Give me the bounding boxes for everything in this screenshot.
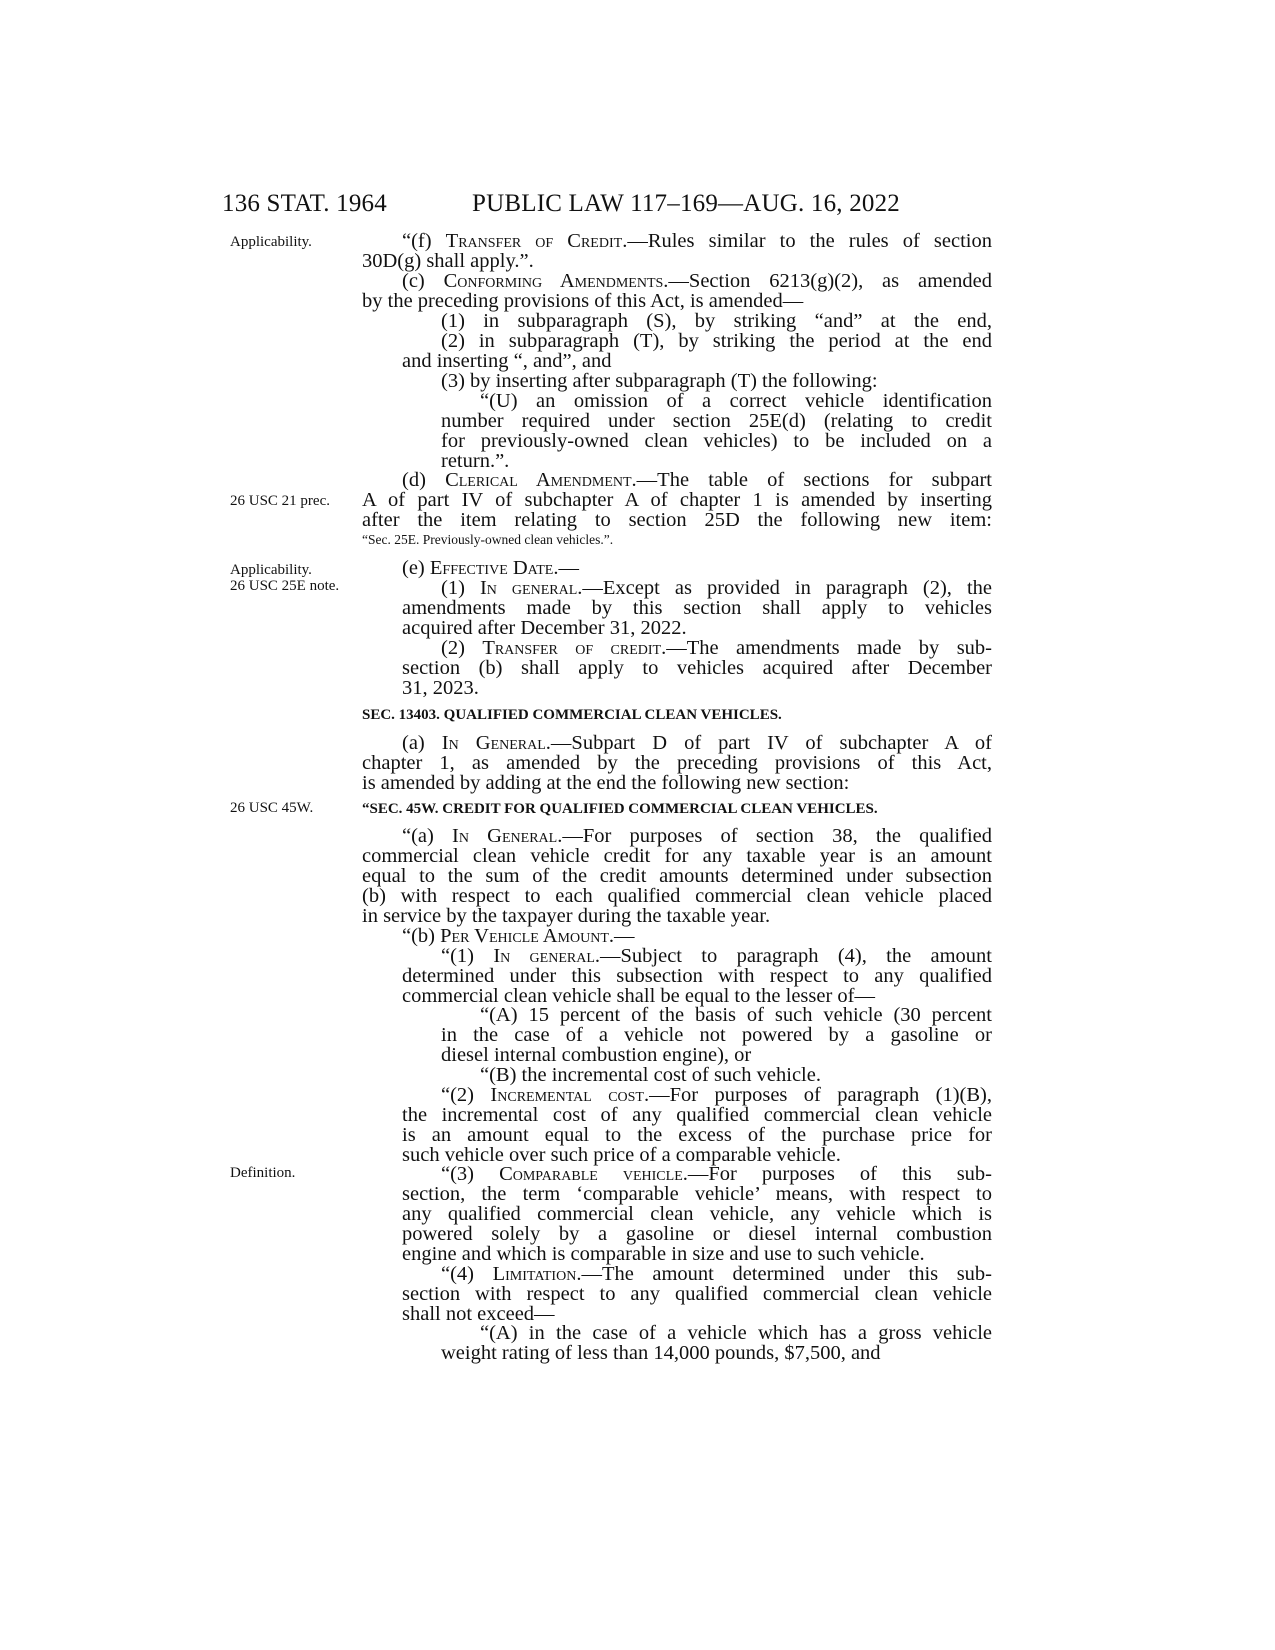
subsection-heading: Transfer of Credit [445,230,623,252]
text-line: the incremental cost of any qualified commercial clean vehicle [402,1104,992,1126]
subsection-f-heading-line [402,231,992,251]
paragraph-heading: Comparable vehicle [499,1163,683,1185]
margin-note-usc-21: 26 USC 21 prec. [230,493,330,509]
subparagraph-u-line: number required under section 25E(d) (relating to credit [441,410,992,432]
subsection-c-heading-line [402,271,992,291]
paragraph-b3-heading-line [441,1164,992,1184]
text-line: section, the term ‘comparable vehicle’ means, with respect to [402,1183,992,1205]
paragraph-text: .—The amount determined under this sub- [576,1263,992,1285]
subparagraph-b1b: “(B) the incremental cost of such vehicle. [480,1064,821,1086]
paragraph-marker: “(b) [402,925,441,947]
text-line: is an amount equal to the excess of the purchase price for [402,1124,992,1146]
subparagraph-b1a-line: in the case of a vehicle not powered by a gasoline or [441,1024,992,1046]
text-line: section with respect to any qualified commercial clean vehicle [402,1283,992,1305]
paragraph-marker: (c) [402,270,444,292]
paragraph-text: .—For purposes of paragraph (1)(B), [644,1084,993,1106]
paragraph-b2-heading-line [441,1085,992,1105]
subsection-text: .—For purposes of section 38, the qualified [557,825,992,847]
text-line: commercial clean vehicle credit for any taxable year is an amount [362,845,992,867]
paragraph-marker: “(4) [441,1263,493,1285]
paragraph-e2-heading-line [441,638,992,658]
text-line: such vehicle over such price of a comparable vehicle. [402,1144,841,1166]
paragraph-marker: “(a) [402,825,453,847]
paragraph-marker: “(1) [441,945,494,967]
paragraph-heading: Incremental cost [490,1084,644,1106]
paragraph-text: .—The amendments made by sub- [661,637,993,659]
text-line: (b) with respect to each qualified commercial clean vehicle placed [362,885,992,907]
text-line: acquired after December 31, 2022. [402,617,687,639]
text-line: by the preceding provisions of this Act, is amended— [362,290,804,312]
text-line: amendments made by this section shall apply to vehicles [402,597,992,619]
subsection-heading: Effective Date [429,557,554,579]
text-line: after the item relating to section 25D the following new item: [362,509,992,531]
subsection-a-heading-line [402,733,992,753]
subsection-text: .—The table of sections for subpart [631,469,992,491]
text-line: any qualified commercial clean vehicle, any vehicle which is [402,1203,992,1225]
margin-note-applicability: Applicability. [230,234,312,250]
text-line: and inserting “, and”, and [402,350,612,372]
subsection-text: .— [608,925,635,947]
text-line: 31, 2023. [402,677,479,699]
subsection-45w-a-heading-line [402,826,992,846]
subparagraph-b4a-line: weight rating of less than 14,000 pounds, $7,500, and [441,1342,881,1364]
subsection-45w-b-heading-line [402,926,635,946]
text-line: chapter 1, as amended by the preceding provisions of this Act, [362,752,992,774]
paragraph-heading: Transfer of credit [482,637,662,659]
paragraph-b1-heading-line [441,946,992,966]
text-line: is amended by adding at the end the following new section: [362,772,850,794]
subsection-heading: In General [441,732,546,754]
margin-note-applicability-2: Applicability. [230,562,312,578]
paragraph-text: .—For purposes of this sub- [682,1163,993,1185]
paragraph-c1: (1) in subparagraph (S), by striking “and” at the end, [441,310,992,332]
subsection-e-heading-line [402,558,579,578]
page-law-title: PUBLIC LAW 117–169—AUG. 16, 2022 [472,190,901,217]
subsection-heading: In General [452,825,558,847]
paragraph-marker: “(2) [441,1084,491,1106]
paragraph-marker: (a) [402,732,442,754]
paragraph-marker: “(f) [402,230,446,252]
text-line: A of part IV of subchapter A of chapter 1 is amended by inserting [362,489,992,511]
text-line: section (b) shall apply to vehicles acquired after December [402,657,992,679]
subparagraph-u-line: for previously-owned clean vehicles) to be included on a [441,430,992,452]
paragraph-c3: (3) by inserting after subparagraph (T) the following: [441,370,878,392]
paragraph-marker: (2) [441,637,483,659]
subsection-d-heading-line [402,470,992,490]
subsection-text: .—Section 6213(g)(2), as amended [663,270,992,292]
subsection-text: .—Subpart D of part IV of subchapter A of [545,732,992,754]
paragraph-heading: In general [493,945,595,967]
subsection-text: .— [553,557,579,579]
page-stat-citation: 136 STAT. 1964 [222,190,387,217]
margin-note-usc-25e: 26 USC 25E note. [230,578,340,594]
text-line: 30D(g) shall apply.”. [362,250,534,272]
table-of-sections-item: “Sec. 25E. Previously-owned clean vehicles.”. [362,532,614,547]
text-line: engine and which is comparable in size and use to such vehicle. [402,1243,925,1265]
text-line: commercial clean vehicle shall be equal to the lesser of— [402,985,876,1007]
margin-note-definition: Definition. [230,1165,296,1181]
paragraph-marker: (d) [402,469,446,491]
paragraph-marker: “(3) [441,1163,500,1185]
subparagraph-u-line: return.”. [441,450,510,472]
paragraph-heading: In general [479,577,578,599]
subparagraph-b4a-line: “(A) in the case of a vehicle which has a gross vehicle [480,1322,992,1344]
subparagraph-b1a-line: “(A) 15 percent of the basis of such vehicle (30 percent [480,1004,992,1026]
text-line: in service by the taxpayer during the taxable year. [362,905,771,927]
paragraph-heading: Limitation [492,1263,577,1285]
text-line: determined under this subsection with respect to any qualified [402,965,992,987]
paragraph-marker: (1) [441,577,480,599]
text-line: powered solely by a gasoline or diesel internal combustion [402,1223,992,1245]
subsection-heading: Clerical Amendment [445,469,632,491]
subsection-heading: Per Vehicle Amount [440,925,609,947]
section-heading-45w: “SEC. 45W. CREDIT FOR QUALIFIED COMMERCIAL CLEAN VEHICLES. [362,801,878,817]
text-line: equal to the sum of the credit amounts determined under subsection [362,865,992,887]
text-line: shall not exceed— [402,1303,555,1325]
subsection-text: .—Rules similar to the rules of section [622,230,992,252]
paragraph-b4-heading-line [441,1264,992,1284]
margin-note-usc-45w: 26 USC 45W. [230,800,314,816]
paragraph-e1-heading-line [441,578,992,598]
paragraph-text: .—Except as provided in paragraph (2), the [577,577,992,599]
subparagraph-b1a-line: diesel internal combustion engine), or [441,1044,752,1066]
subparagraph-u-line: “(U) an omission of a correct vehicle identification [480,390,992,412]
subsection-heading: Conforming Amendments [443,270,664,292]
section-heading-13403: SEC. 13403. QUALIFIED COMMERCIAL CLEAN VEHICLES. [362,707,782,723]
paragraph-text: .—Subject to paragraph (4), the amount [594,945,992,967]
paragraph-c2: (2) in subparagraph (T), by striking the period at the end [441,330,992,352]
paragraph-marker: (e) [402,557,430,579]
